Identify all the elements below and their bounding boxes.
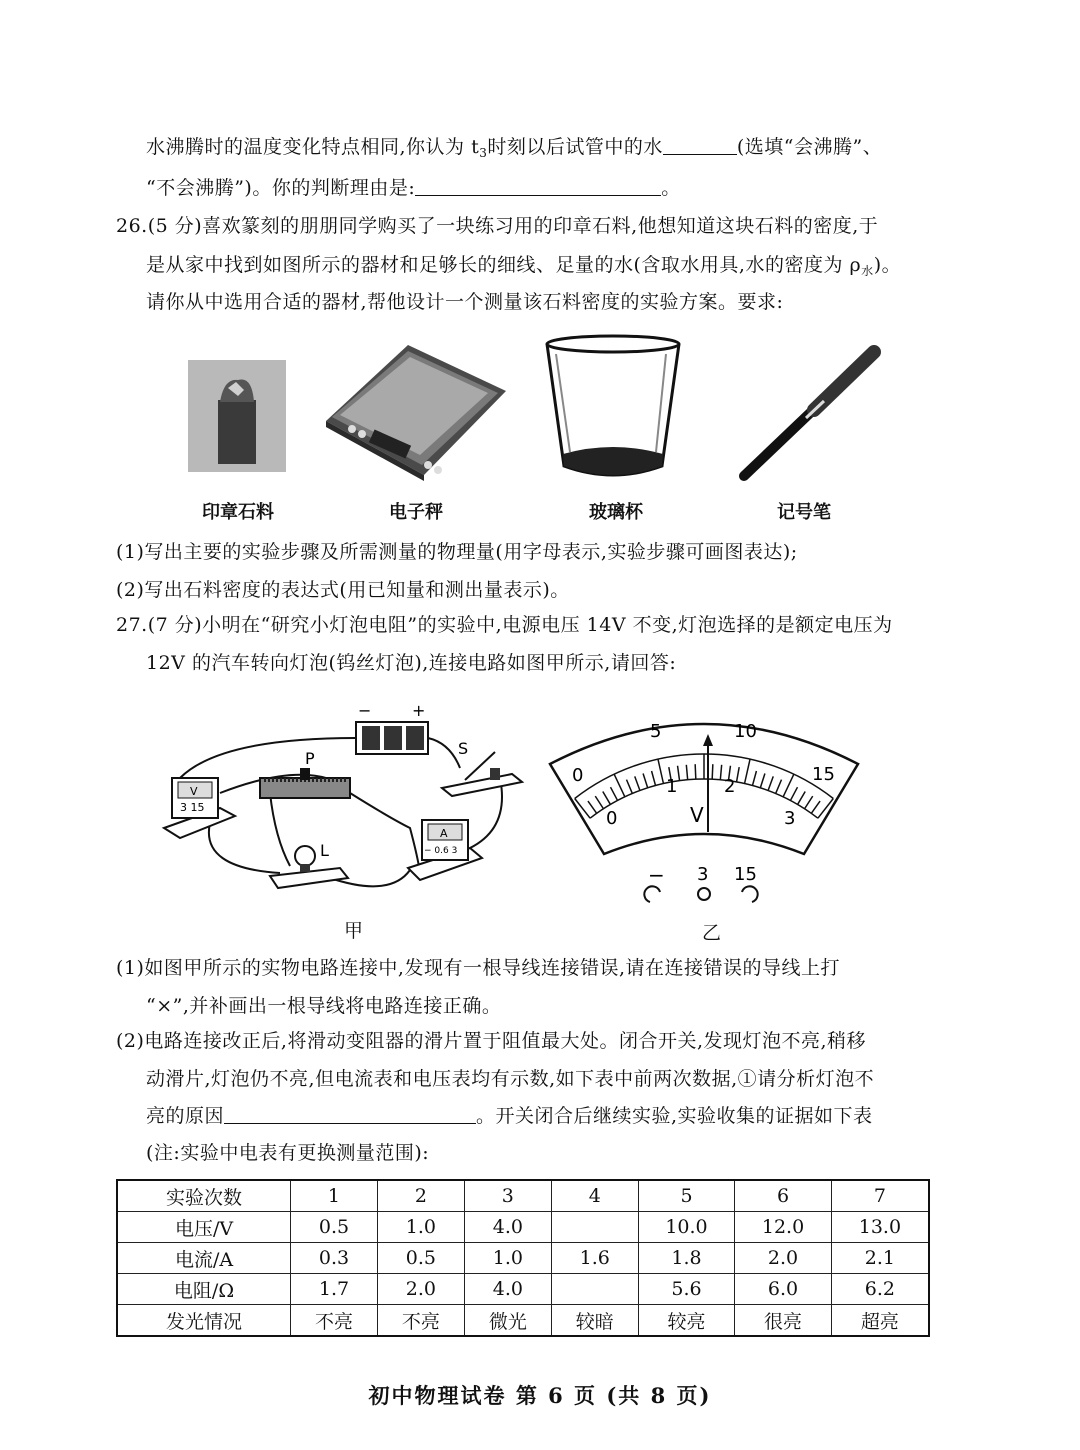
terminal-minus-knob xyxy=(644,886,660,902)
table-cell: 3 xyxy=(464,1180,551,1212)
table-cell: 4.0 xyxy=(464,1274,551,1305)
q25-text-d: “不会沸腾”)。你的判断理由是: xyxy=(146,177,416,199)
q26-line-2 xyxy=(146,252,901,284)
q25-line-1 xyxy=(146,134,882,166)
answer-blank-lamp-reason[interactable] xyxy=(224,1105,476,1124)
dial-tick xyxy=(695,764,696,779)
glass-cup-icon xyxy=(544,334,682,482)
wire-rheostat-lamp xyxy=(270,793,290,866)
label-marker-pen: 记号笔 xyxy=(777,502,831,523)
voltmeter-terminals: 3 15 xyxy=(180,801,205,814)
bottom-scale-2: 2 xyxy=(724,776,736,797)
table-cell: 超亮 xyxy=(831,1305,929,1337)
table-cell: 12.0 xyxy=(735,1212,832,1243)
lamp-label: L xyxy=(320,841,329,860)
table-cell: 0.3 xyxy=(291,1243,378,1274)
switch-icon xyxy=(442,752,522,796)
table-row xyxy=(117,1212,929,1243)
switch-label: S xyxy=(458,739,469,758)
battery-plus: + xyxy=(412,701,426,720)
q27-sub2-line-4: (注:实验中电表有更换测量范围): xyxy=(146,1142,430,1164)
wire-battery-voltmeter xyxy=(180,738,356,778)
q26-text-a: 是从家中找到如图所示的器材和足够长的细线、足量的水(含取水用具,水的密度为 ρ xyxy=(146,254,862,276)
table-cell: 较暗 xyxy=(551,1305,638,1337)
q27-sub1-line-2: “×”,并补画出一根导线将电路连接正确。 xyxy=(146,995,502,1017)
q27-sub1-line-1: (1)如图甲所示的实物电路连接中,发现有一根导线连接错误,请在连接错误的导线上打 xyxy=(116,957,840,979)
q27-sub2-line-1: (2)电路连接改正后,将滑动变阻器的滑片置于阻值最大处。闭合开关,发现灯泡不亮,稍移 xyxy=(116,1030,867,1052)
terminal-3: 3 xyxy=(697,864,709,885)
battery-minus: − xyxy=(358,701,372,720)
electronic-scale-icon xyxy=(318,333,510,481)
slider-label: P xyxy=(305,749,315,768)
table-cell: 7 xyxy=(831,1180,929,1212)
q25-text-c: (选填“会沸腾”、 xyxy=(736,136,883,158)
q25-line-2 xyxy=(146,175,681,201)
table-row-header: 电阻/Ω xyxy=(117,1274,291,1305)
caption-yi: 乙 xyxy=(702,922,722,944)
bottom-scale-1: 1 xyxy=(666,776,678,797)
table-row xyxy=(117,1274,929,1305)
table-row xyxy=(117,1180,929,1212)
table-cell: 6.2 xyxy=(831,1274,929,1305)
table-cell xyxy=(551,1274,638,1305)
ammeter-label: A xyxy=(440,827,448,840)
table-row-header: 电流/A xyxy=(117,1243,291,1274)
table-cell: 微光 xyxy=(464,1305,551,1337)
table-cell: 较亮 xyxy=(638,1305,735,1337)
terminal-3-knob xyxy=(698,888,710,900)
top-scale-5: 5 xyxy=(650,721,662,742)
q27-sub2-line-3 xyxy=(146,1103,873,1129)
bottom-scale-3: 3 xyxy=(784,808,796,829)
label-stone-seal: 印章石料 xyxy=(202,502,274,523)
caption-jia: 甲 xyxy=(344,920,364,942)
table-cell: 2.0 xyxy=(377,1274,464,1305)
table-cell: 2.0 xyxy=(735,1243,832,1274)
q25-text-b: 时刻以后试管中的水 xyxy=(487,136,663,158)
q27-sub2-line-2: 动滑片,灯泡仍不亮,但电流表和电压表均有示数,如下表中前两次数据,①请分析灯泡不 xyxy=(146,1068,875,1090)
q27-line-1: 27.(7 分)小明在“研究小灯泡电阻”的实验中,电源电压 14V 不变,灯泡选择的是额定电压为 xyxy=(116,614,893,636)
rheostat-icon xyxy=(260,768,350,798)
top-scale-0: 0 xyxy=(572,765,584,786)
dial-tick xyxy=(712,764,713,779)
table-cell: 1.6 xyxy=(551,1243,638,1274)
table-row-header: 电压/V xyxy=(117,1212,291,1243)
q27-text-a: 亮的原因 xyxy=(146,1105,225,1127)
table-cell: 6 xyxy=(735,1180,832,1212)
table-cell: 1.7 xyxy=(291,1274,378,1305)
q26-sub-2: (2)写出石料密度的表达式(用已知量和测出量表示)。 xyxy=(116,579,570,601)
table-cell: 13.0 xyxy=(831,1212,929,1243)
wire-rheostat-ammeter xyxy=(350,793,420,873)
q26-text-b: )。 xyxy=(873,254,902,276)
terminal-15-knob xyxy=(742,886,758,902)
table-cell: 6.0 xyxy=(735,1274,832,1305)
table-cell: 10.0 xyxy=(638,1212,735,1243)
table-cell: 不亮 xyxy=(291,1305,378,1337)
bottom-scale-0: 0 xyxy=(606,808,618,829)
label-electronic-scale: 电子秤 xyxy=(389,502,443,523)
voltmeter-label: V xyxy=(190,785,198,798)
label-glass-cup: 玻璃杯 xyxy=(589,502,643,523)
table-cell: 4.0 xyxy=(464,1212,551,1243)
experiment-data-table xyxy=(116,1179,930,1337)
q26-line-1: 26.(5 分)喜欢篆刻的朋朋同学购买了一块练习用的印章石料,他想知道这块石料的密度,于 xyxy=(116,215,879,237)
table-cell: 1 xyxy=(291,1180,378,1212)
table-cell: 1.0 xyxy=(377,1212,464,1243)
terminal-15: 15 xyxy=(734,864,757,885)
table-cell: 1.8 xyxy=(638,1243,735,1274)
wire-battery-switch xyxy=(428,738,460,768)
table-cell: 5.6 xyxy=(638,1274,735,1305)
table-row-header: 实验次数 xyxy=(117,1180,291,1212)
answer-blank-boil[interactable] xyxy=(663,136,737,155)
table-cell: 很亮 xyxy=(735,1305,832,1337)
battery-icon xyxy=(356,722,428,754)
table-cell: 4 xyxy=(551,1180,638,1212)
lamp-icon xyxy=(270,846,348,888)
table-cell: 0.5 xyxy=(291,1212,378,1243)
top-scale-15: 15 xyxy=(812,764,835,785)
answer-blank-reason[interactable] xyxy=(415,177,661,196)
t3-subscript: 3 xyxy=(479,146,488,160)
table-row xyxy=(117,1243,929,1274)
table-cell xyxy=(551,1212,638,1243)
page-footer: 初中物理试卷 第 6 页 (共 8 页) xyxy=(368,1383,712,1408)
q27-text-b: 。开关闭合后继续实验,实验收集的证据如下表 xyxy=(476,1105,873,1127)
stone-seal-icon xyxy=(188,360,286,472)
q26-line-3: 请你从中选用合适的器材,帮他设计一个测量该石料密度的实验方案。要求: xyxy=(146,291,784,313)
q25-text-a: 水沸腾时的温度变化特点相同,你认为 t xyxy=(146,136,480,158)
q25-text-e: 。 xyxy=(661,177,681,199)
voltmeter-dial xyxy=(544,704,864,914)
table-cell: 2 xyxy=(377,1180,464,1212)
ammeter-terminals: − 0.6 3 xyxy=(424,846,458,856)
wire-voltmeter-lamp xyxy=(209,823,280,873)
table-cell: 2.1 xyxy=(831,1243,929,1274)
table-cell: 1.0 xyxy=(464,1243,551,1274)
meter-unit: V xyxy=(690,803,704,827)
rho-water-subscript: 水 xyxy=(861,264,874,278)
q26-sub-1: (1)写出主要的实验步骤及所需测量的物理量(用字母表示,实验步骤可画图表达); xyxy=(116,541,798,563)
marker-pen-icon xyxy=(736,344,884,482)
top-scale-10: 10 xyxy=(734,721,757,742)
table-row-header: 发光情况 xyxy=(117,1305,291,1337)
q27-line-2: 12V 的汽车转向灯泡(钨丝灯泡),连接电路如图甲所示,请回答: xyxy=(146,652,677,674)
table-row xyxy=(117,1305,929,1337)
table-cell: 5 xyxy=(638,1180,735,1212)
circuit-diagram xyxy=(160,698,530,898)
terminal-minus: − xyxy=(648,863,665,887)
table-cell: 不亮 xyxy=(377,1305,464,1337)
table-cell: 0.5 xyxy=(377,1243,464,1274)
